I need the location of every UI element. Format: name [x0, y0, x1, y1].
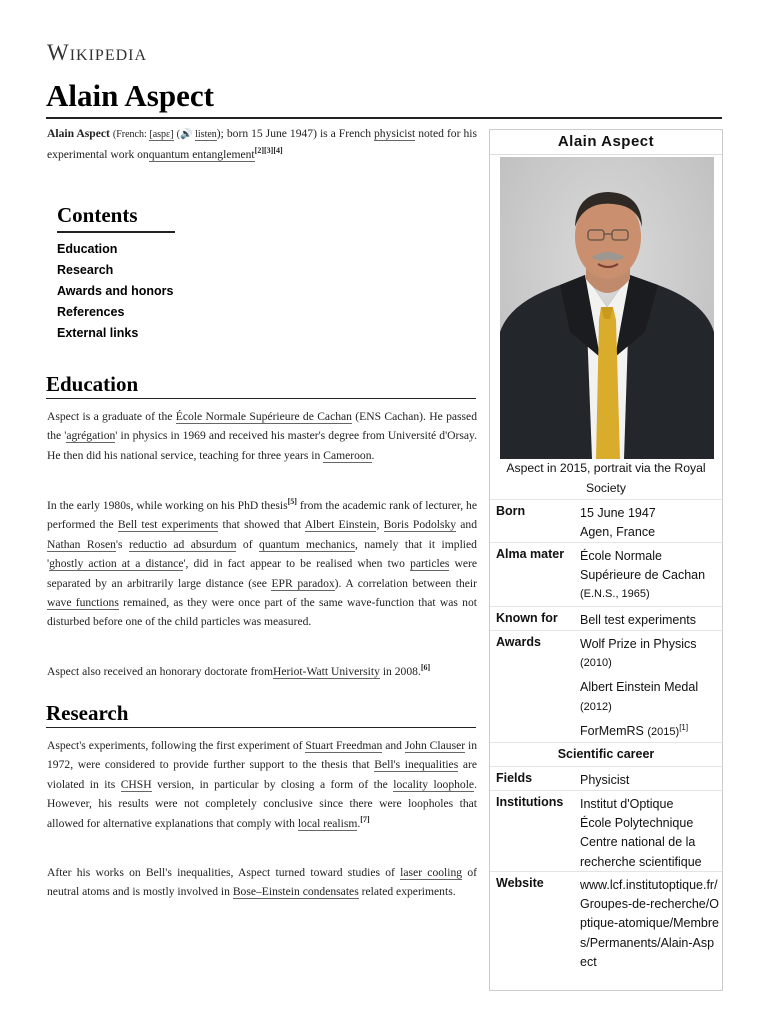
epr-paradox-link[interactable]: EPR paradox	[271, 576, 335, 590]
particles-link[interactable]: particles	[410, 557, 450, 571]
institution-1[interactable]: Institut d'Optique	[580, 797, 674, 811]
institution-3[interactable]: Centre national de la recherche scientifique	[580, 835, 702, 869]
scientific-career-header: Scientific career	[490, 742, 722, 766]
chsh-link[interactable]: CHSH	[120, 777, 152, 791]
infobox-row-website: Website www.lcf.institutoptique.fr/Groupes-de-recherche/Optique-atomique/Membres/Permanents/Alain-Aspect	[490, 871, 722, 991]
known-for-value[interactable]: Bell test experiments	[580, 613, 697, 627]
ref-5[interactable]: [5]	[287, 497, 297, 507]
portrait-image	[500, 157, 714, 459]
lead-paragraph	[47, 124, 477, 164]
infobox	[489, 129, 723, 991]
einstein-link[interactable]: Albert Einstein	[304, 518, 377, 532]
toc-title: Contents	[57, 203, 175, 233]
ens-cachan-link[interactable]: École Normale Supérieure de Cachan	[175, 410, 352, 423]
institution-2[interactable]: École Polytechnique	[580, 816, 694, 831]
education-heading: Education	[46, 372, 476, 399]
heriot-watt-link[interactable]: Heriot-Watt University	[272, 665, 380, 678]
quantum-mechanics-link[interactable]: quantum mechanics	[259, 537, 355, 551]
quantum-entanglement-link[interactable]: quantum entanglement	[148, 147, 255, 161]
born-text: ); born 15 June 1947) is a French	[216, 127, 374, 140]
infobox-row-fields: Fields Physicist	[490, 766, 722, 790]
fields-value[interactable]: Physicist	[580, 773, 630, 787]
wikipedia-logo[interactable]: Wikipedia	[47, 40, 148, 65]
rosen-link[interactable]: Nathan Rosen	[47, 537, 116, 551]
alma-value[interactable]: École Normale Supérieure de Cachan	[580, 549, 706, 583]
lead-refs[interactable]: [2][3][4]	[254, 145, 283, 155]
born-date: 15 June 1947	[580, 506, 656, 520]
infobox-row-born: Born 15 June 1947 Agen, France	[490, 499, 722, 542]
french-prefix: (French:	[112, 129, 150, 140]
education-paragraph-3: Aspect also received an honorary doctorate fromHeriot-Watt University in 2008.[6]	[47, 663, 431, 678]
toc-item-awards[interactable]: Awards and honors	[57, 284, 174, 298]
award-formemrs: ForMemRS (2015)[1]	[580, 722, 689, 738]
alma-note: (E.N.S., 1965)	[580, 588, 650, 601]
bell-test-link[interactable]: Bell test experiments	[117, 518, 219, 532]
table-of-contents	[57, 203, 175, 344]
clauser-link[interactable]: John Clauser	[404, 739, 466, 752]
bells-inequalities-link[interactable]: Bell's inequalities	[374, 758, 459, 772]
portrait-photo[interactable]	[500, 157, 714, 459]
website-link[interactable]: www.lcf.institutoptique.fr/Groupes-de-recherche/Optique-atomique/Membres/Permanents/Alain-Aspect	[580, 878, 719, 969]
research-paragraph-1: Aspect's experiments, following the first experiment of Stuart Freedman and John Clauser in 1972, were considered to provide further support to the thesis that Bell's inequalities are violated in its CHSH version, in particular by closing a form of the locality loophole. However, his results were not completely conclusive since there were loopholes that allowed for alternative explanations that comply with local realism.[7]	[47, 739, 478, 830]
research-paragraph-2: After his works on Bell's inequalities, Aspect turned toward studies of laser cooling of neutral atoms and is mostly involved in Bose–Einstein condensates related experiments.	[47, 866, 478, 899]
reductio-link[interactable]: reductio ad absurdum	[128, 537, 237, 551]
infobox-row-awards: Awards Wolf Prize in Physics (2010) Albert Einstein Medal (2012) ForMemRS (2015)[1]	[490, 630, 722, 742]
bec-link[interactable]: Bose–Einstein condensates	[232, 885, 359, 899]
ghostly-action-link[interactable]: ghostly action at a distance	[49, 557, 184, 571]
toc-item-external-links[interactable]: External links	[57, 326, 139, 340]
page-title: Alain Aspect	[46, 78, 214, 113]
ref-7[interactable]: [7]	[360, 814, 370, 824]
education-paragraph-2: In the early 1980s, while working on his PhD thesis[5] from the academic rank of lecturer, he performed the Bell test experiments that showed that Albert Einstein, Boris Podolsky and Nathan Rosen's reductio ad absurdum of quantum mechanics, namely that it implied 'ghostly action at a distance', did in fact appear to be realised when two particles were separated by an arbitrarily large distance (see EPR paradox). A correlation between their wave functions remained, as they were once part of the same wave-function that was not disturbed before one of the child particles was measured.	[47, 497, 477, 629]
research-heading: Research	[46, 701, 476, 728]
toc-item-references[interactable]: References	[57, 305, 125, 319]
speaker-icon: 🔊	[179, 129, 193, 140]
locality-loophole-link[interactable]: locality loophole	[393, 777, 475, 791]
infobox-row-known-for: Known for Bell test experiments	[490, 606, 722, 630]
portrait-caption: Aspect in 2015, portrait via the Royal Society	[506, 461, 706, 495]
born-place: Agen, France	[580, 525, 656, 540]
education-paragraph-1: Aspect is a graduate of the École Normale Supérieure de Cachan (ENS Cachan). He passed the 'agrégation' in physics in 1969 and received his master's degree from Université d'Orsay. He then did his national service, teaching for three years in Cameroon.	[47, 410, 477, 462]
award-wolf-prize[interactable]: Wolf Prize in Physics	[580, 637, 697, 651]
lead-name: Alain Aspect	[47, 127, 110, 140]
ref-6[interactable]: [6]	[420, 663, 431, 673]
wave-functions-link[interactable]: wave functions	[47, 596, 119, 610]
award-einstein-medal[interactable]: Albert Einstein Medal	[580, 680, 699, 695]
podolsky-link[interactable]: Boris Podolsky	[383, 518, 457, 532]
physicist-link[interactable]: physicist	[373, 127, 416, 140]
listen-link[interactable]: (🔊 listen	[176, 129, 217, 140]
toc-item-research[interactable]: Research	[57, 263, 114, 277]
laser-cooling-link[interactable]: laser cooling	[400, 866, 463, 879]
infobox-title: Alain Aspect	[490, 130, 722, 155]
toc-item-education[interactable]: Education	[57, 242, 118, 256]
cameroon-link[interactable]: Cameroon	[323, 448, 372, 462]
title-divider	[46, 117, 722, 119]
freedman-link[interactable]: Stuart Freedman	[305, 739, 383, 752]
noted-text: noted for his experimental work on	[47, 127, 477, 161]
agregation-link[interactable]: agrégation	[66, 429, 116, 443]
infobox-row-alma-mater: Alma mater École Normale Supérieure de Cachan (E.N.S., 1965)	[490, 542, 722, 606]
infobox-row-institutions: Institutions Institut d'Optique École Polytechnique Centre national de la recherche scientifique	[490, 790, 722, 871]
local-realism-link[interactable]: local realism	[297, 816, 358, 830]
ipa-link[interactable]: [aspɛ]	[149, 129, 174, 140]
